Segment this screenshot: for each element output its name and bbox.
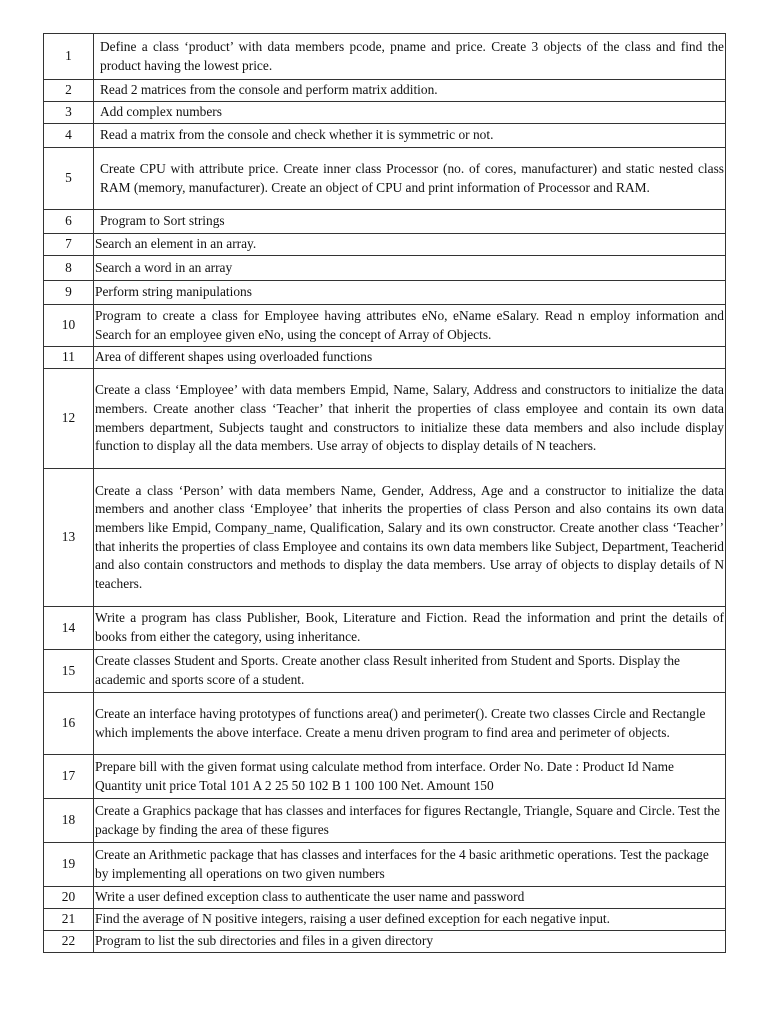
program-description: Create CPU with attribute price. Create inner class Processor (no. of cores, manufacturer) and static nested class RAM (memory, manufacturer). Create an object of CPU and print information of Processor and RAM. <box>94 148 726 210</box>
row-number: 2 <box>44 80 94 102</box>
program-description: Program to list the sub directories and files in a given directory <box>94 931 726 953</box>
table-row <box>44 369 726 469</box>
program-description: Program to create a class for Employee having attributes eNo, eName eSalary. Read n employ information and Search for an employee given eNo, using the concept of Array of Objects. <box>94 305 726 347</box>
row-number: 22 <box>44 931 94 953</box>
table-row <box>44 650 726 693</box>
program-description: Program to Sort strings <box>94 210 726 234</box>
table-row <box>44 148 726 210</box>
row-number: 18 <box>44 799 94 843</box>
row-number: 19 <box>44 843 94 887</box>
table-row <box>44 234 726 256</box>
program-description: Write a program has class Publisher, Book, Literature and Fiction. Read the information and print the details of books from either the category, using inheritance. <box>94 607 726 650</box>
row-number: 15 <box>44 650 94 693</box>
row-number: 7 <box>44 234 94 256</box>
program-description: Area of different shapes using overloaded functions <box>94 347 726 369</box>
program-description: Create an interface having prototypes of functions area() and perimeter(). Create two classes Circle and Rectangle which implements the above interface. Create a menu driven program to find area and perimeter of objects. <box>94 693 726 755</box>
table-row <box>44 80 726 102</box>
program-description: Define a class ‘product’ with data members pcode, pname and price. Create 3 objects of the class and find the product having the lowest price. <box>94 34 726 80</box>
program-description: Perform string manipulations <box>94 281 726 305</box>
row-number: 1 <box>44 34 94 80</box>
table-row <box>44 931 726 953</box>
row-number: 11 <box>44 347 94 369</box>
program-description: Create a Graphics package that has classes and interfaces for figures Rectangle, Triangle, Square and Circle. Test the package by finding the area of these figures <box>94 799 726 843</box>
row-number: 17 <box>44 755 94 799</box>
table-row <box>44 887 726 909</box>
program-description: Add complex numbers <box>94 102 726 124</box>
program-description: Search a word in an array <box>94 256 726 281</box>
program-list-table <box>43 33 726 953</box>
row-number: 16 <box>44 693 94 755</box>
row-number: 4 <box>44 124 94 148</box>
table-row <box>44 909 726 931</box>
table-row <box>44 755 726 799</box>
table-row <box>44 347 726 369</box>
program-description: Create classes Student and Sports. Create another class Result inherited from Student and Sports. Display the academic and sports score of a student. <box>94 650 726 693</box>
row-number: 14 <box>44 607 94 650</box>
program-description: Create an Arithmetic package that has classes and interfaces for the 4 basic arithmetic operations. Test the package by implementing all operations on two given numbers <box>94 843 726 887</box>
program-description: Prepare bill with the given format using calculate method from interface. Order No. Date : Product Id Name Quantity unit price Total 101 A 2 25 50 102 B 1 100 100 Net. Amount 150 <box>94 755 726 799</box>
row-number: 12 <box>44 369 94 469</box>
row-number: 9 <box>44 281 94 305</box>
table-row <box>44 34 726 80</box>
program-description: Create a class ‘Person’ with data members Name, Gender, Address, Age and a constructor to initialize the data members and another class ‘Employee’ that inherits the properties of class Person and also contains its own data members like Empid, Company_name, Qualification, Salary and its own constructor. Create another class ‘Teacher’ that inherits the properties of class Employee and contains its own data members like Subject, Department, Teacherid and also contain constructors and methods to display the data members. Use array of objects to display details of N teachers. <box>94 469 726 607</box>
program-description: Create a class ‘Employee’ with data members Empid, Name, Salary, Address and constructors to initialize the data members. Create another class ‘Teacher’ that inherit the properties of class employee and contain its own data members department, Subjects taught and constructors to initialize these data members and also include display function to display all the data members. Use array of objects to display details of N teachers. <box>94 369 726 469</box>
table-row <box>44 102 726 124</box>
row-number: 21 <box>44 909 94 931</box>
row-number: 5 <box>44 148 94 210</box>
table-row <box>44 305 726 347</box>
table-row <box>44 469 726 607</box>
table-row <box>44 210 726 234</box>
row-number: 13 <box>44 469 94 607</box>
program-description: Write a user defined exception class to authenticate the user name and password <box>94 887 726 909</box>
row-number: 10 <box>44 305 94 347</box>
table-row <box>44 799 726 843</box>
row-number: 8 <box>44 256 94 281</box>
table-row <box>44 256 726 281</box>
program-description: Read 2 matrices from the console and perform matrix addition. <box>94 80 726 102</box>
program-description: Search an element in an array. <box>94 234 726 256</box>
program-description: Read a matrix from the console and check whether it is symmetric or not. <box>94 124 726 148</box>
row-number: 20 <box>44 887 94 909</box>
table-row <box>44 281 726 305</box>
row-number: 6 <box>44 210 94 234</box>
table-row <box>44 693 726 755</box>
table-row <box>44 124 726 148</box>
table-row <box>44 843 726 887</box>
row-number: 3 <box>44 102 94 124</box>
program-description: Find the average of N positive integers, raising a user defined exception for each negative input. <box>94 909 726 931</box>
table-row <box>44 607 726 650</box>
